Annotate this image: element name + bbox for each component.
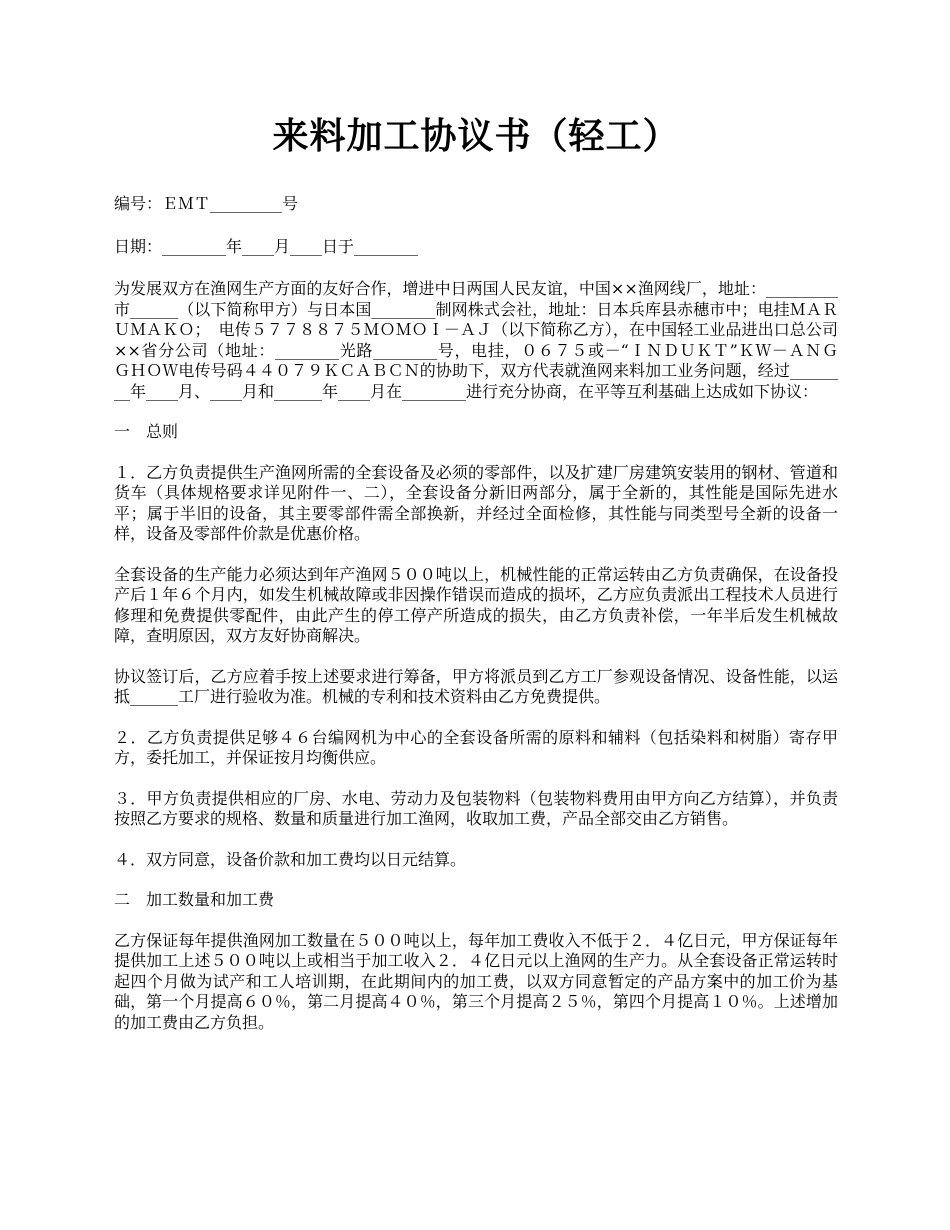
clause-4-settlement: ４．双方同意，设备价款和加工费均以日元结算。 — [114, 849, 467, 869]
clause-3-facilities: ３．甲方负责提供相应的厂房、水电、劳动力及包装物料（包装物料费用由甲方向乙方结算），并负责按照乙方要求的规格、数量和质量进行加工渔网，收取加工费，产品全部交由乙方销售。 — [114, 788, 838, 828]
preamble-paragraph: 为发展双方在渔网生产方面的友好合作，增进中日两国人民友谊，中国××渔网线厂，地址：_________市______（以下简称甲方）与日本国________制网株式会社，地址：日本兵库县赤穗市中；电挂ＭＡＲＵＭＡＫＯ； 电传５７７８８７５ＭＯＭＯＩ－ＡＪ（以下简称乙方），在中国轻工业品进出口总公司××省分公司（地址：________光路________号，电挂，０６７５或－“ＩＮＤＵＫＴ”ＫＷ－ＡＮＧ ＧＨＯＷ电传号码４４０７９ＫＣＡＢＣＮ的协助下，双方代表就渔网来料加工业务问题，经过________年____月、____月和______年____月在________进行充分协商，在平等互利基础上达成如下协议： — [114, 279, 855, 401]
clause-1-inspection: 协议签订后，乙方应着手按上述要求进行筹备，甲方将派员到乙方工厂参观设备情况、设备性能，以运抵______工厂进行验收为准。机械的专利和技术资料由乙方免费提供。 — [114, 666, 838, 706]
document-title: 来料加工协议书（轻工） — [272, 115, 680, 157]
section-heading-quantity: 二 加工数量和加工费 — [114, 890, 275, 909]
clause-2-materials: ２．乙方负责提供足够４６台编网机为中心的全套设备所需的原料和辅料（包括染料和树脂）寄存甲方，委托加工，并保证按月均衡供应。 — [114, 727, 838, 767]
agreement-date: 日期：________年____月____日于________ — [114, 236, 419, 256]
clause-1-capacity: 全套设备的生产能力必须达到年产渔网５００吨以上，机械性能的正常运转由乙方负责确保，在设备投产后１年６个月内，如发生机械故障或非因操作错误而造成的损坏，乙方应负责派出工程技术人员进行修理和免费提供零配件，由此产生的停工停产所造成的损失，由乙方负责补偿，一年半后发生机械故障，查明原因，双方友好协商解决。 — [114, 564, 838, 645]
clause-1-equipment: １．乙方负责提供生产渔网所需的全套设备及必须的零部件，以及扩建厂房建筑安装用的钢材、管道和货车（具体规格要求详见附件一、二），全套设备分新旧两部分，属于全新的，其性能是国际先进水平；属于半旧的设备，其主要零部件需全部换新，并经过全面检修，其性能与同类型号全新的设备一样，设备及零部件价款是优惠价格。 — [114, 462, 838, 543]
document-page — [114, 112, 855, 1053]
quantity-and-fees-paragraph: 乙方保证每年提供渔网加工数量在５００吨以上，每年加工费收入不低于２．４亿日元，甲方保证每年提供加工上述５００吨以上或相当于加工收入２．４亿日元以上渔网的生产力。从全套设备正常运转时起四个月做为试产和工人培训期，在此期间内的加工费，以双方同意暂定的产品方案中的加工价为基础，第一个月提高６０％，第二月提高４０％，第三个月提高２５％，第四个月提高１０％。上述增加的加工费由乙方负担。 — [114, 930, 838, 1032]
section-heading-general: 一 总则 — [114, 422, 179, 441]
agreement-number: 编号：ＥＭＴ_________号 — [114, 194, 299, 213]
